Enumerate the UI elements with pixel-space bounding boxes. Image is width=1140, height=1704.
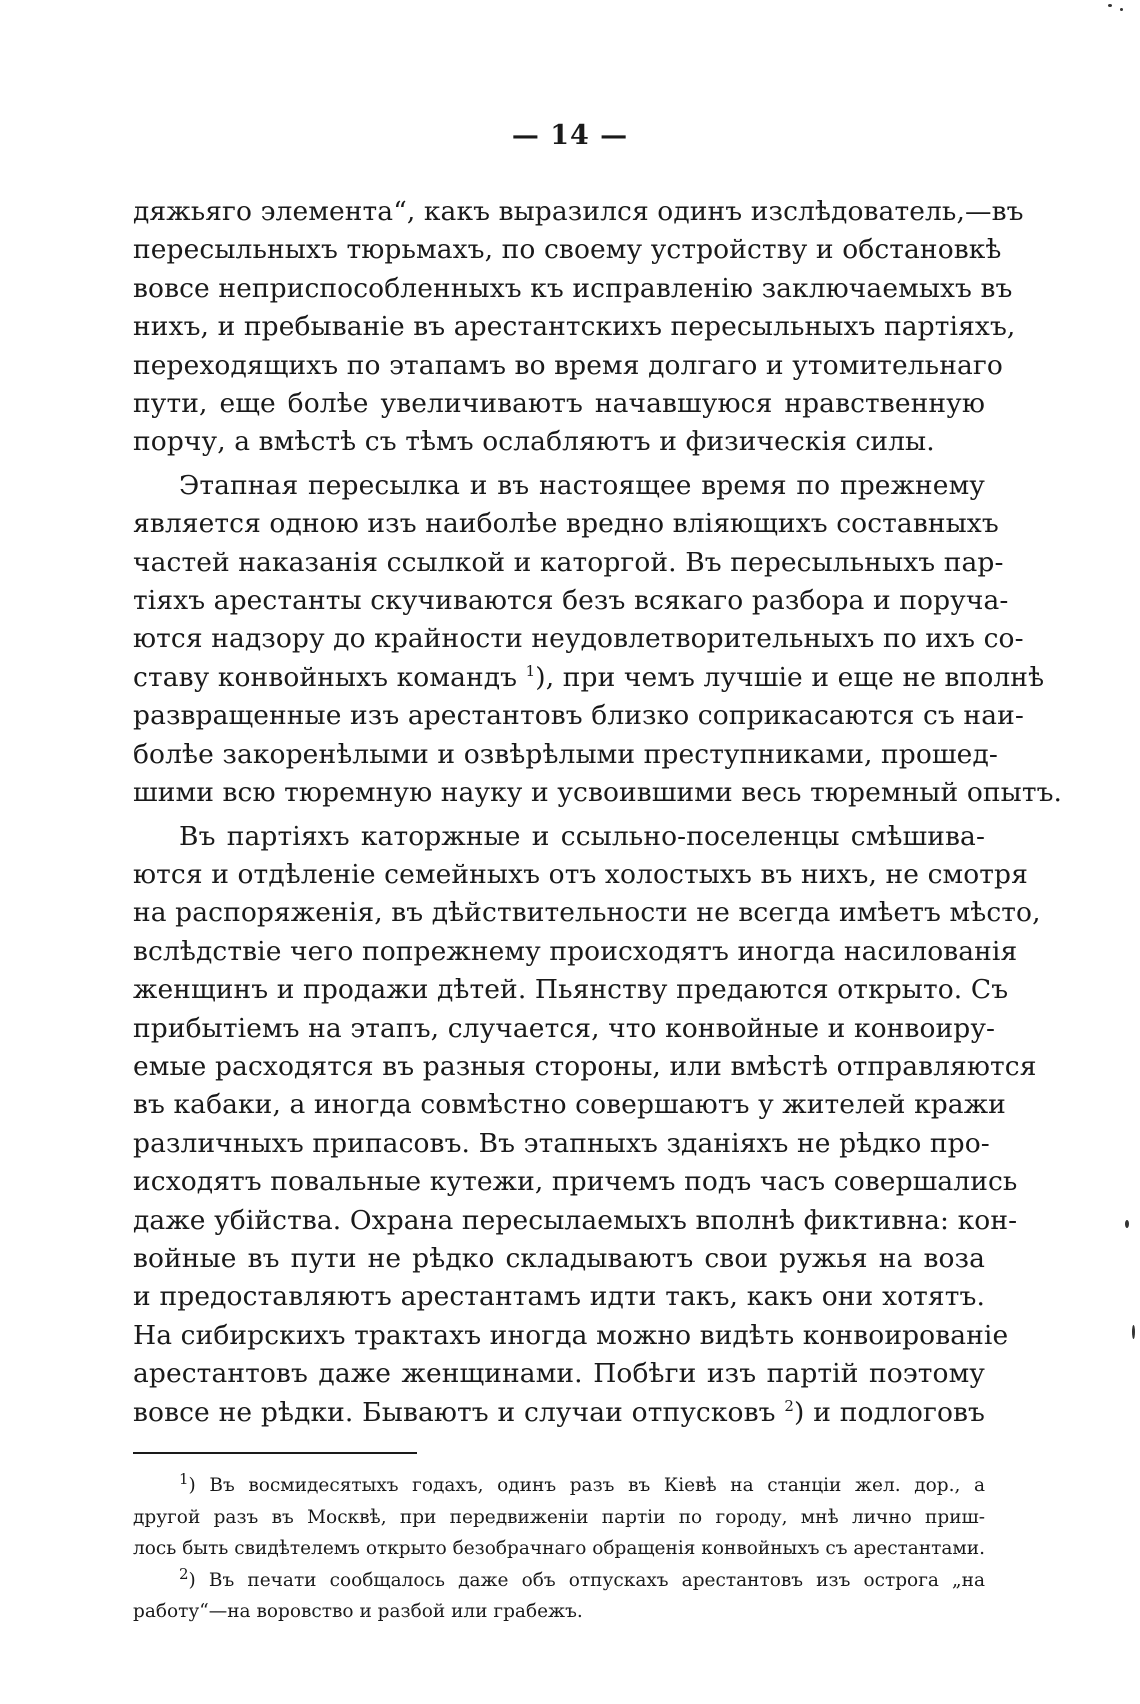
- paragraph-3: [133, 818, 1041, 1433]
- scan-speck: [1132, 1325, 1135, 1339]
- text-line: емые расходятся въ разныя стороны, или вмѣстѣ отправляются: [133, 1050, 1037, 1082]
- text-line: тіяхъ арестанты скучиваются безъ всякаго разбора и поруча-: [133, 585, 1009, 617]
- text-line: въ кабаки, а иногда совмѣстно совершаютъ у жителей кражи: [133, 1089, 1006, 1121]
- scan-speck: [1108, 4, 1112, 7]
- footnote-ref-2[interactable]: 2: [784, 1396, 795, 1415]
- text-fragment: вовсе не рѣдки. Бываютъ и случаи отпусковъ: [133, 1396, 776, 1428]
- text-fragment: ) Въ восмидесятыхъ годахъ, одинъ разъ въ Кіевѣ на станціи жел. дор., а: [188, 1475, 985, 1496]
- footnote-line: другой разъ въ Москвѣ, при передвиженіи партіи по городу, мнѣ лично приш-: [133, 1506, 985, 1528]
- text-fragment: ), при чемъ лучшіе и еще не вполнѣ: [535, 661, 1045, 693]
- text-line: пути, еще болѣе увеличиваютъ начавшуюся нравственную: [133, 388, 985, 420]
- text-line: женщинъ и продажи дѣтей. Пьянству предаются открыто. Съ: [133, 974, 1009, 1006]
- text-line: развращенные изъ арестантовъ близко соприкасаются съ наи-: [133, 700, 1024, 732]
- footnote-2: [133, 1565, 985, 1628]
- text-line: переходящихъ по этапамъ во время долгаго и утомительнаго: [133, 349, 1003, 381]
- text-line: вовсе неприспособленныхъ къ исправленію заключаемыхъ въ: [133, 272, 1013, 304]
- footnotes: [133, 1470, 985, 1628]
- text-line: пересыльныхъ тюрьмахъ, по своему устройству и обстановкѣ: [133, 234, 1002, 266]
- text-fragment: ) Въ печати сообщалось даже объ отпускахъ арестантовъ изъ острога „на: [188, 1569, 985, 1591]
- footnote-line: работу“—на воровство и разбой или грабежъ.: [133, 1601, 583, 1622]
- text-fragment: ) и подлоговъ: [794, 1396, 985, 1428]
- paragraph-1: [133, 193, 1024, 462]
- text-line: войные въ пути не рѣдко складываютъ свои ружья на воза: [133, 1242, 985, 1274]
- text-line: порчу, а вмѣстѣ съ тѣмъ ослабляютъ и физическія силы.: [133, 426, 935, 458]
- text-line: Въ партіяхъ каторжные и ссыльно-поселенцы смѣшива-: [179, 820, 985, 852]
- scan-speck: [1120, 8, 1123, 11]
- paragraph-2: [133, 467, 1063, 813]
- text-line: исходятъ повальные кутежи, причемъ подъ часъ совершались: [133, 1166, 1018, 1198]
- text-line: Этапная пересылка и въ настоящее время по прежнему: [179, 469, 985, 501]
- text-line: и предоставляютъ арестантамъ идти такъ, какъ они хотятъ.: [133, 1281, 985, 1313]
- footnote-1: [133, 1470, 985, 1565]
- text-line: На сибирскихъ трактахъ иногда можно видѣть конвоированіе: [133, 1319, 1009, 1351]
- page-number: — 14 —: [511, 120, 629, 151]
- text-line: частей наказанія ссылкой и каторгой. Въ пересыльныхъ пар-: [133, 546, 1004, 578]
- text-line: на распоряженія, въ дѣйствительности не всегда имѣетъ мѣсто,: [133, 897, 1041, 929]
- footnote-line: [133, 1470, 985, 1502]
- text-line-with-footnote: [133, 1394, 985, 1432]
- scan-speck: [1125, 1220, 1129, 1228]
- text-line: ются и отдѣленіе семейныхъ отъ холостыхъ въ нихъ, не смотря: [133, 858, 1028, 890]
- body-text: [133, 193, 1063, 1432]
- text-line: нихъ, и пребываніе въ арестантскихъ пересыльныхъ партіяхъ,: [133, 311, 1016, 343]
- text-line: шими всю тюремную науку и усвоившими весь тюремный опытъ.: [133, 777, 1063, 809]
- footnote-ref-1[interactable]: 1: [525, 662, 536, 681]
- footnote-divider: [133, 1452, 417, 1454]
- footnote-marker-2: 2: [179, 1564, 189, 1583]
- text-fragment: ставу конвойныхъ командъ: [133, 661, 518, 693]
- text-line: является одною изъ наиболѣе вредно вліяющихъ составныхъ: [133, 508, 999, 540]
- footnote-line: лось быть свидѣтелемъ открыто безобрачнаго обращенія конвойныхъ съ арестантами.: [133, 1538, 986, 1559]
- text-line-with-footnote: [133, 659, 1045, 697]
- footnote-marker-1: 1: [179, 1469, 189, 1488]
- text-line: даже убійства. Охрана пересылаемыхъ вполнѣ фиктивна: кон-: [133, 1204, 1018, 1236]
- text-line: различныхъ припасовъ. Въ этапныхъ зданіяхъ не рѣдко про-: [133, 1127, 990, 1159]
- footnote-line: [133, 1565, 985, 1597]
- text-line: вслѣдствіе чего попрежнему происходятъ иногда насилованія: [133, 935, 1018, 967]
- text-line: арестантовъ даже женщинами. Побѣги изъ партій поэтому: [133, 1358, 985, 1390]
- text-line: болѣе закоренѣлыми и озвѣрѣлыми преступниками, прошед-: [133, 738, 998, 770]
- text-line: прибытіемъ на этапъ, случается, что конвойные и конвоиру-: [133, 1012, 996, 1044]
- text-line: ются надзору до крайности неудовлетворительныхъ по ихъ со-: [133, 623, 1024, 655]
- text-line: дяжьяго элемента“, какъ выразился одинъ изслѣдователь,—въ: [133, 196, 1024, 227]
